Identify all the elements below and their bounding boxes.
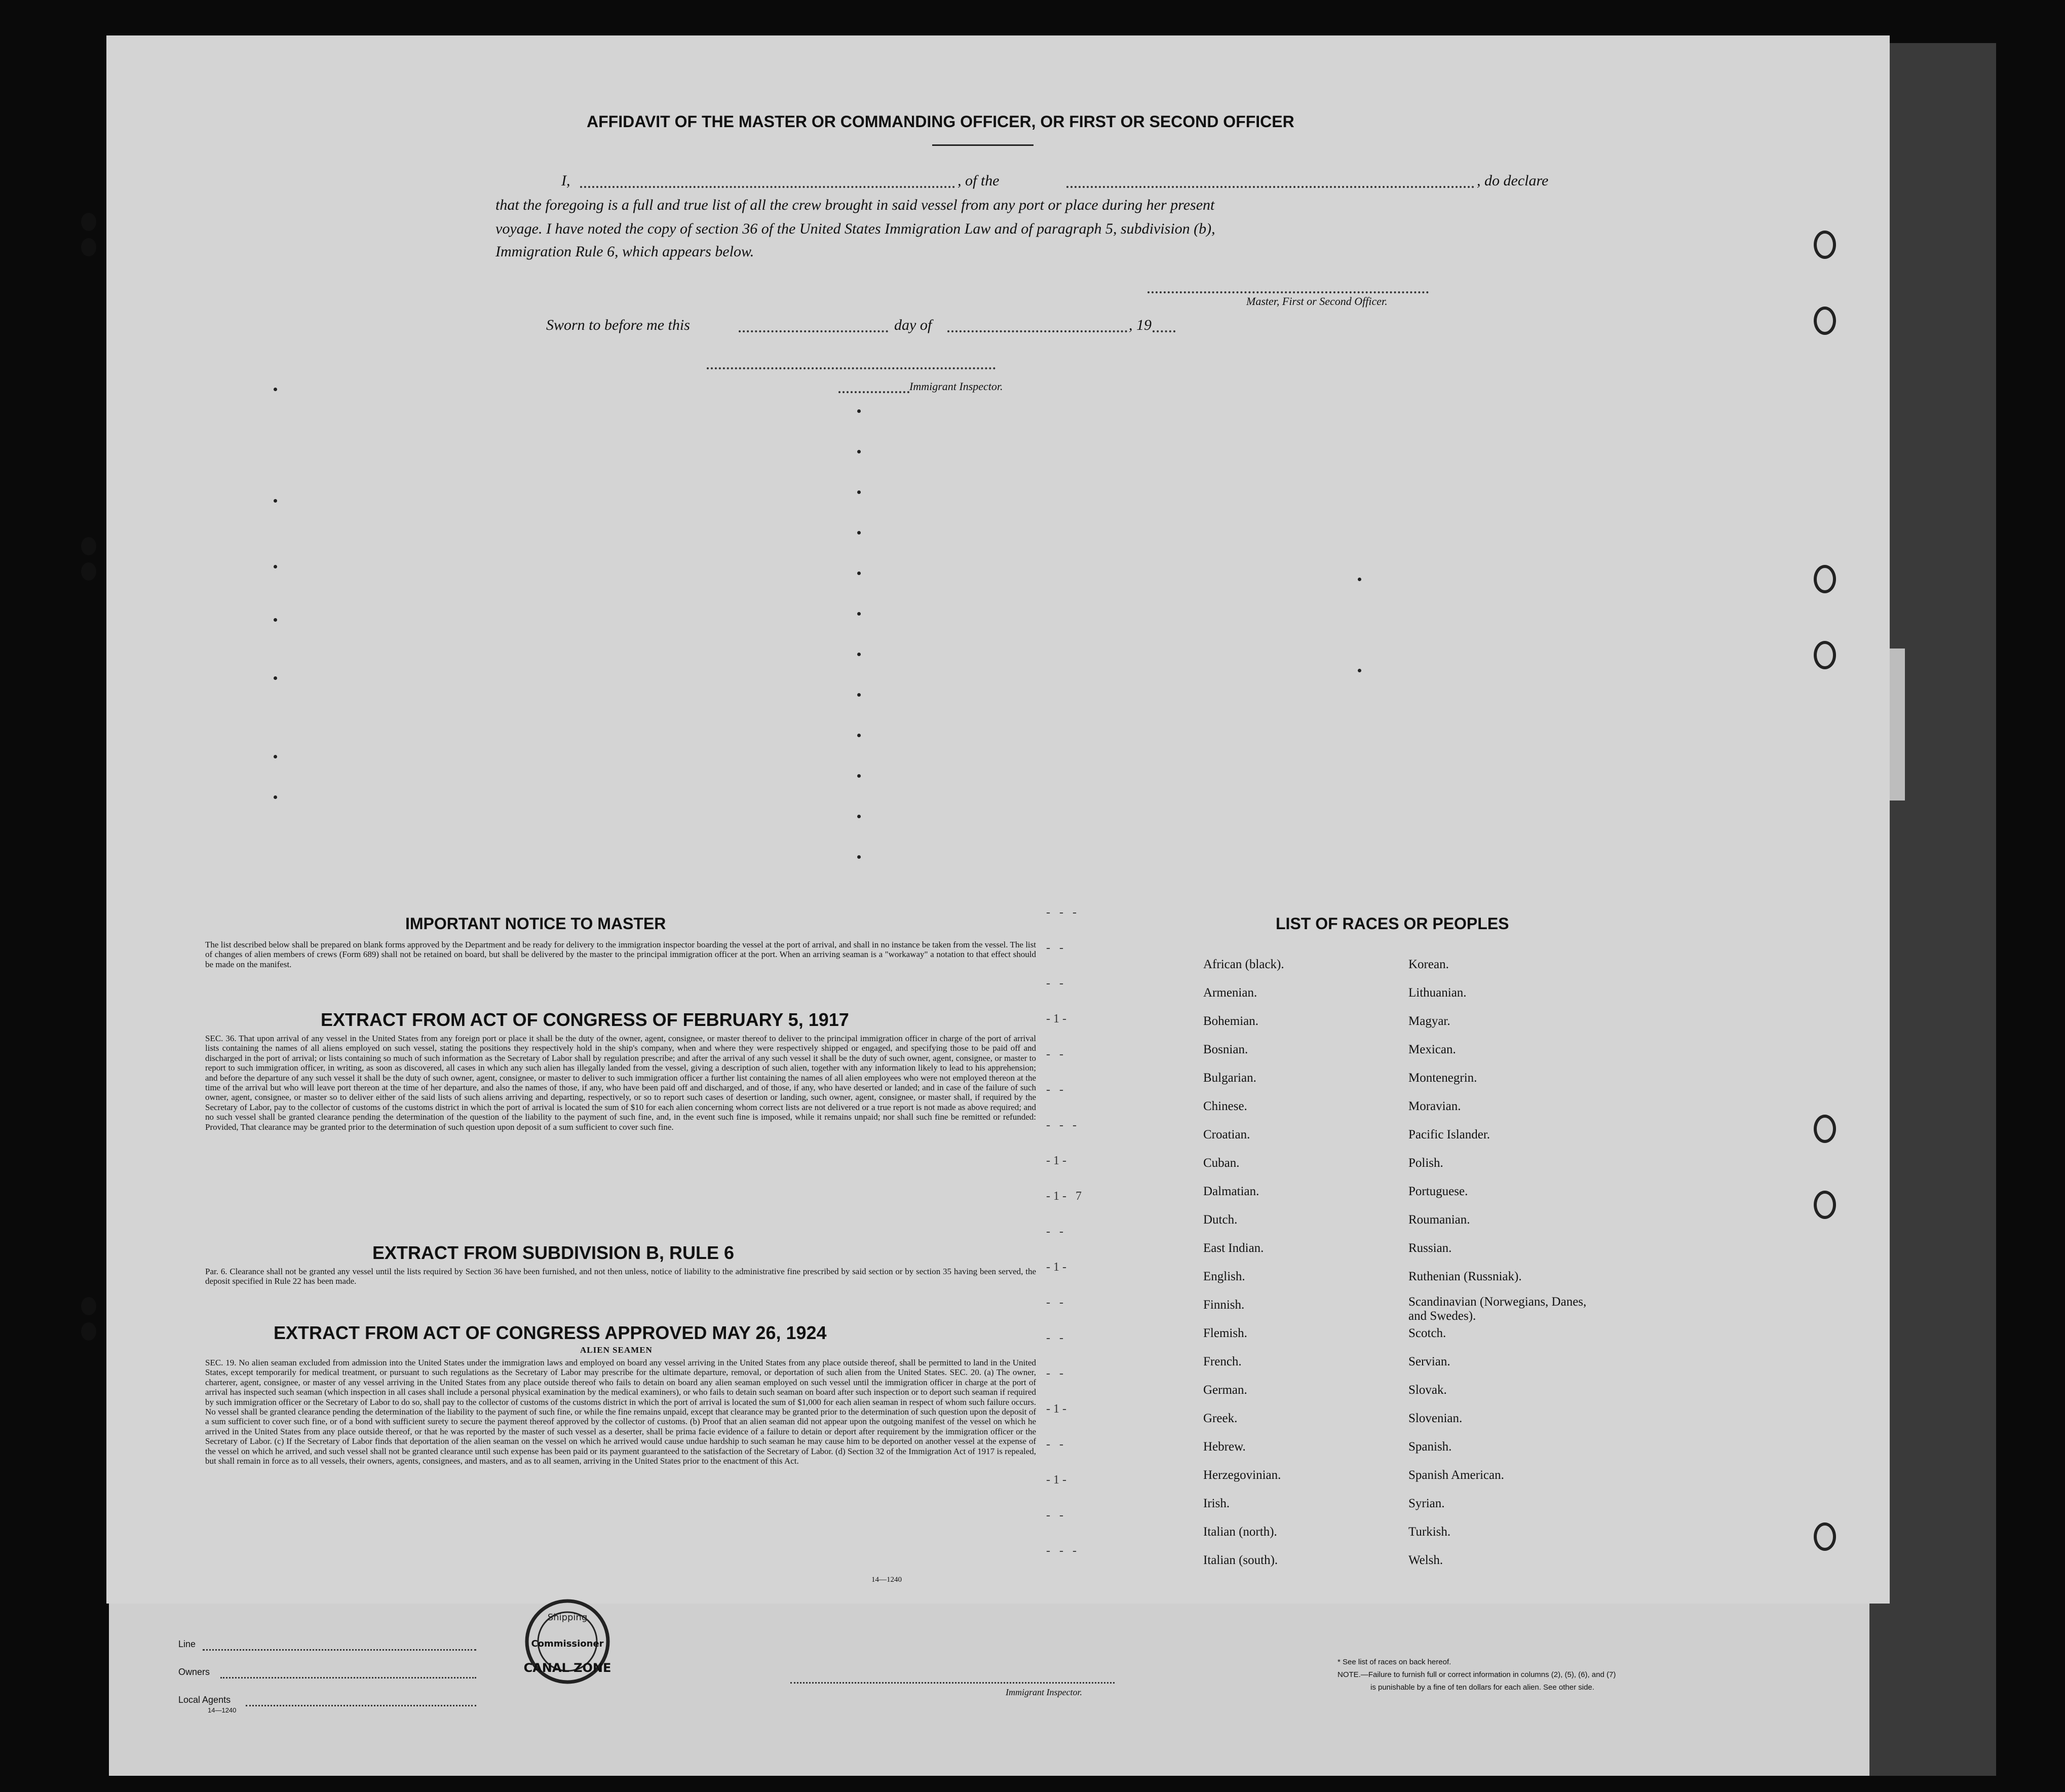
column-mark <box>857 571 861 575</box>
punch-hole <box>1814 1522 1836 1551</box>
column-mark <box>274 388 277 391</box>
punch-hole <box>1814 231 1836 259</box>
blank-mark: -1- <box>1046 1402 1069 1416</box>
extract-1924-title: EXTRACT FROM ACT OF CONGRESS APPROVED MAY 26, 1924 <box>274 1322 827 1343</box>
local-agents-label: Local Agents <box>178 1695 231 1705</box>
blank-mark: - - - <box>1046 906 1080 919</box>
extract-1924-text: SEC. 19. No alien seaman excluded from admission into the United States under the immigration laws and employed on board any vessel arriving in the United States from any place outside thereof, shall be permitted to land in the United States, except temporarily for medical treatment, or pursuant to such regulations as the Secretary of Labor may prescribe for the ultimate departure, removal, or deportation of such alien from the United States. SEC. 20. (a) The owner, charterer, agent, consignee, or master of any vessel arriving in the United States from any place outside thereof who fails to detain on board any alien seaman employed on such vessel until the immigration officer in charge at the port of arrival has inspected such seaman (which inspection in all cases shall include a personal physical examination by the medical examiners), or who fails to detain such seaman on board after such inspection or to deport such seaman if required by such immigration officer or the Secretary of Labor to do so, shall pay to the collector of customs of the customs district in which the port of arrival is located the sum of $1,000 for each alien seaman in respect of whom such failure occurs. No vessel shall be granted clearance pending the determination of the liability to the payment of such fine, or while the fine remains unpaid, except that clearance may be granted prior to the determination of such question upon the deposit of a sum sufficient to cover such fine, or of a bond with sufficient surety to secure the payment thereof approved by the collector of customs. (b) Proof that an alien seaman did not appear upon the outgoing manifest of the vessel on which he arrived in the United States from any place outside thereof, or that he was reported by the master of such vessel as a deserter, shall be prima facie evidence of a failure to detain or deport after requirement by the immigration officer or the Secretary of Labor. (c) If the Secretary of Labor finds that deportation of the alien seaman on the vessel on which he arrived would cause undue hardship to such seaman he may cause him to be deported on another vessel at the expense of the vessel on which he arrived, and such vessel shall not be granted clearance until such expense has been paid or its payment guaranteed to the satisfaction of the Secretary of Labor. (d) Section 32 of the Immigration Act of 1917 is repealed, but shall remain in force as to all vessels, their owners, agents, consignees, and masters, and as to all seamen, arriving in the United States prior to the enactment of this Act. <box>205 1358 1036 1466</box>
sworn-day-blank[interactable] <box>739 330 888 332</box>
footer-inspector-blank[interactable] <box>790 1682 1115 1684</box>
sworn-month-blank[interactable] <box>947 330 1127 332</box>
punch-hole <box>1814 1115 1836 1143</box>
inspector-signature-blank[interactable] <box>707 367 996 369</box>
column-mark <box>274 676 277 680</box>
race-item: Spanish American. <box>1408 1468 1504 1482</box>
column-mark <box>274 755 277 758</box>
race-item: Portuguese. <box>1408 1185 1468 1198</box>
binder-hole <box>81 213 96 231</box>
race-item: Flemish. <box>1203 1326 1247 1340</box>
race-item: Chinese. <box>1203 1099 1247 1113</box>
blank-mark: - - - <box>1046 1119 1080 1132</box>
race-item: Dalmatian. <box>1203 1185 1259 1198</box>
race-item: German. <box>1203 1383 1247 1397</box>
name-blank[interactable] <box>580 186 955 188</box>
column-mark <box>274 795 277 799</box>
race-item: Armenian. <box>1203 986 1257 1000</box>
form-number: 14—1240 <box>871 1576 902 1584</box>
column-mark <box>1358 578 1361 581</box>
blank-mark: - - <box>1046 1438 1066 1451</box>
race-item: Mexican. <box>1408 1043 1456 1056</box>
footer-note-1: * See list of races on back hereof. <box>1337 1658 1451 1666</box>
extract-rule6-title: EXTRACT FROM SUBDIVISION B, RULE 6 <box>372 1242 735 1263</box>
race-item: African (black). <box>1203 958 1284 971</box>
affidavit-title: AFFIDAVIT OF THE MASTER OR COMMANDING OFFICER, OR FIRST OR SECOND OFFICER <box>587 112 1294 131</box>
race-item: Lithuanian. <box>1408 986 1467 1000</box>
canal-zone-stamp <box>494 1596 641 1697</box>
column-mark <box>857 855 861 859</box>
race-item: Hebrew. <box>1203 1440 1246 1454</box>
blank-mark: - - <box>1046 1296 1066 1309</box>
race-item: Ruthenian (Russniak). <box>1408 1270 1522 1283</box>
local-agents-blank[interactable] <box>246 1705 476 1706</box>
sworn-year: , 19 <box>1129 317 1152 333</box>
column-mark <box>857 612 861 616</box>
column-mark <box>1358 669 1361 672</box>
owners-blank[interactable] <box>220 1677 476 1679</box>
race-item: Herzegovinian. <box>1203 1468 1281 1482</box>
race-item: Pacific Islander. <box>1408 1128 1490 1141</box>
races-title: LIST OF RACES OR PEOPLES <box>1276 914 1509 933</box>
inspector-label: Immigrant Inspector. <box>909 380 1003 393</box>
blank-mark: -1- <box>1046 1154 1069 1167</box>
notice-title: IMPORTANT NOTICE TO MASTER <box>405 914 666 933</box>
column-mark <box>857 734 861 737</box>
sworn-year-blank[interactable] <box>1153 330 1175 332</box>
race-item: Slovak. <box>1408 1383 1447 1397</box>
column-mark <box>274 565 277 568</box>
race-item: East Indian. <box>1203 1241 1264 1255</box>
race-item: Italian (south). <box>1203 1553 1278 1567</box>
race-item: Montenegrin. <box>1408 1071 1477 1085</box>
punch-hole <box>1814 1191 1836 1219</box>
stamp-text-mid: Commissioner <box>531 1638 604 1649</box>
race-item: Irish. <box>1203 1497 1230 1510</box>
affidavit-line-2: that the foregoing is a full and true list of all the crew brought in said vessel from any port or place during her present <box>495 197 1215 213</box>
form-sheet <box>106 35 1890 1604</box>
footer-inspector-label: Immigrant Inspector. <box>1006 1687 1082 1697</box>
race-item: French. <box>1203 1355 1242 1368</box>
punch-hole <box>1814 307 1836 335</box>
race-item: Cuban. <box>1203 1156 1240 1170</box>
race-item: Welsh. <box>1408 1553 1443 1567</box>
declare-end: , do declare <box>1477 172 1549 189</box>
race-item: Spanish. <box>1408 1440 1452 1454</box>
column-mark <box>274 499 277 503</box>
column-mark <box>857 490 861 494</box>
race-item: Scandinavian (Norwegians, Danes, and Swedes). <box>1408 1295 1587 1323</box>
master-signature-label: Master, First or Second Officer. <box>1246 295 1388 308</box>
punch-hole <box>1814 565 1836 593</box>
declare-i: I, <box>561 172 570 189</box>
blank-mark: -1- <box>1046 1473 1069 1486</box>
blank-mark: - - <box>1046 1331 1066 1345</box>
race-item: Syrian. <box>1408 1497 1445 1510</box>
blank-mark: - - <box>1046 1225 1066 1238</box>
blank-mark: - - <box>1046 1509 1066 1522</box>
extract-rule6-text: Par. 6. Clearance shall not be granted any vessel until the lists required by Section 36 have been furnished, and not then unless, notice of liability to the administrative fine prescribed by said section or by section 35 having been served, the deposit specified in Rule 22 has been made. <box>205 1267 1036 1286</box>
blank-mark: -1- <box>1046 1012 1069 1025</box>
underlying-form-sheet <box>109 1601 1869 1776</box>
binder-hole <box>81 238 96 256</box>
blank-mark: - - <box>1046 977 1066 990</box>
alien-seamen-subtitle: ALIEN SEAMEN <box>580 1345 653 1355</box>
blank-mark: - - <box>1046 1367 1066 1380</box>
binder-hole <box>81 537 96 555</box>
footer-note-2: NOTE.—Failure to furnish full or correct information in columns (2), (5), (6), and (7) <box>1337 1670 1616 1679</box>
race-item: Scotch. <box>1408 1326 1446 1340</box>
blank-mark: - - <box>1046 941 1066 955</box>
line-label: Line <box>178 1639 196 1649</box>
race-item: Greek. <box>1203 1412 1238 1425</box>
race-item: Polish. <box>1408 1156 1443 1170</box>
sworn-day-of: day of <box>894 317 932 333</box>
race-item: Bulgarian. <box>1203 1071 1256 1085</box>
column-mark <box>857 409 861 413</box>
affidavit-line-4: Immigration Rule 6, which appears below. <box>495 243 754 260</box>
sworn-text: Sworn to before me this <box>546 317 690 333</box>
affidavit-line-3: voyage. I have noted the copy of section 36 of the United States Immigration Law and of paragraph 5, subdivision (b), <box>495 220 1215 237</box>
blank-mark: - - <box>1046 1048 1066 1061</box>
binder-hole <box>81 1297 96 1315</box>
inspector-short-blank <box>838 391 909 393</box>
stamp-text-top: Shipping <box>547 1612 588 1623</box>
blank-mark: -1- <box>1046 1261 1069 1274</box>
column-mark <box>857 450 861 453</box>
column-mark <box>274 618 277 622</box>
extract-1917-text: SEC. 36. That upon arrival of any vessel in the United States from any foreign port or place it shall be the duty of the owner, agent, consignee, or master thereof to deliver to the principal immigration officer in charge of the port of arrival lists containing the names of all aliens employed on such vessel, stating the positions they respectively hold in the ship's company, when and where they were respectively shipped or engaged, and specifying those to be paid off and discharged in the port of arrival; or lists containing so much of such information as the Secretary of Labor shall by regulation prescribe; and after the arrival of any such vessel it shall be the duty of such owner, agent, consignee, or master to report to such immigration officer, in writing, as soon as discovered, all cases in which any such alien has illegally landed from the vessel, giving a description of such alien, together with any information likely to lead to his apprehension; and before the departure of any such vessel it shall be the duty of such owner, agent, consignee, or master to deliver to such immigration officer a further list containing the names of all alien employees who were not employed thereon at the time of the arrival but who will leave port thereon at the time of her departure, and also the names of those, if any, who have been paid off and discharged, and of those, if any, who have deserted or landed; and in case of the failure of such owner, agent, consignee, or master so to deliver either of the said lists of such aliens arriving and departing, respectively, or so to report such cases of desertion or landing, such owner, agent, consignee, or master shall, if required by the Secretary of Labor, pay to the collector of customs of the customs district in which the port of arrival is located the sum of $10 for each alien concerning whom correct lists are not delivered or a true report is not made as above required; and no such vessel shall be granted clearance pending the determination of the question of the liability to the payment of such fine, and, in the event such fine is imposed, while it remains unpaid; nor shall such fine be remitted or refunded: Provided, That clearance may be granted prior to the determination of such question upon deposit of a sum sufficient to cover such fine. <box>205 1034 1036 1132</box>
title-rule <box>932 144 1034 146</box>
declare-of-the: , of the <box>958 172 1000 189</box>
race-item: Magyar. <box>1408 1014 1450 1028</box>
race-item: Russian. <box>1408 1241 1452 1255</box>
column-mark <box>857 815 861 818</box>
line-blank[interactable] <box>203 1649 476 1651</box>
race-item: Roumanian. <box>1408 1213 1470 1227</box>
race-item: Bosnian. <box>1203 1043 1248 1056</box>
extract-1917-title: EXTRACT FROM ACT OF CONGRESS OF FEBRUARY 5, 1917 <box>321 1009 849 1030</box>
master-signature-blank[interactable] <box>1148 291 1429 293</box>
blank-mark: - - - <box>1046 1544 1080 1557</box>
race-item: Italian (north). <box>1203 1525 1277 1539</box>
race-item: Turkish. <box>1408 1525 1451 1539</box>
race-item: Croatian. <box>1203 1128 1250 1141</box>
binder-hole <box>81 562 96 581</box>
column-mark <box>857 693 861 697</box>
binder-hole <box>81 1322 96 1341</box>
column-mark <box>857 653 861 656</box>
footer-note-3: is punishable by a fine of ten dollars for each alien. See other side. <box>1370 1683 1594 1692</box>
race-item: Finnish. <box>1203 1298 1245 1312</box>
footer-form-number: 14—1240 <box>208 1706 237 1714</box>
race-item: Dutch. <box>1203 1213 1238 1227</box>
race-item: Servian. <box>1408 1355 1450 1368</box>
blank-mark: -1- 7 <box>1046 1190 1085 1203</box>
race-item: Bohemian. <box>1203 1014 1259 1028</box>
race-item: Korean. <box>1408 958 1449 971</box>
vessel-blank[interactable] <box>1066 186 1474 188</box>
blank-mark: - - <box>1046 1083 1066 1096</box>
owners-label: Owners <box>178 1667 210 1677</box>
stamp-text-bottom: CANAL ZONE <box>523 1661 611 1675</box>
race-item: Slovenian. <box>1408 1412 1463 1425</box>
column-mark <box>857 774 861 778</box>
punch-hole <box>1814 641 1836 669</box>
column-mark <box>857 531 861 535</box>
notice-text: The list described below shall be prepared on blank forms approved by the Department and be ready for delivery to the immigration inspector boarding the vessel at the port of arrival, and shall in no instance be taken from the vessel. The list of changes of alien members of crews (Form 689) shall not be retained on board, but shall be delivered by the master to the principal immigration officer at the port. When an arriving seaman is a "workaway" a notation to that effect should be made on the manifest. <box>205 940 1036 969</box>
race-item: Moravian. <box>1408 1099 1461 1113</box>
race-item: English. <box>1203 1270 1245 1283</box>
